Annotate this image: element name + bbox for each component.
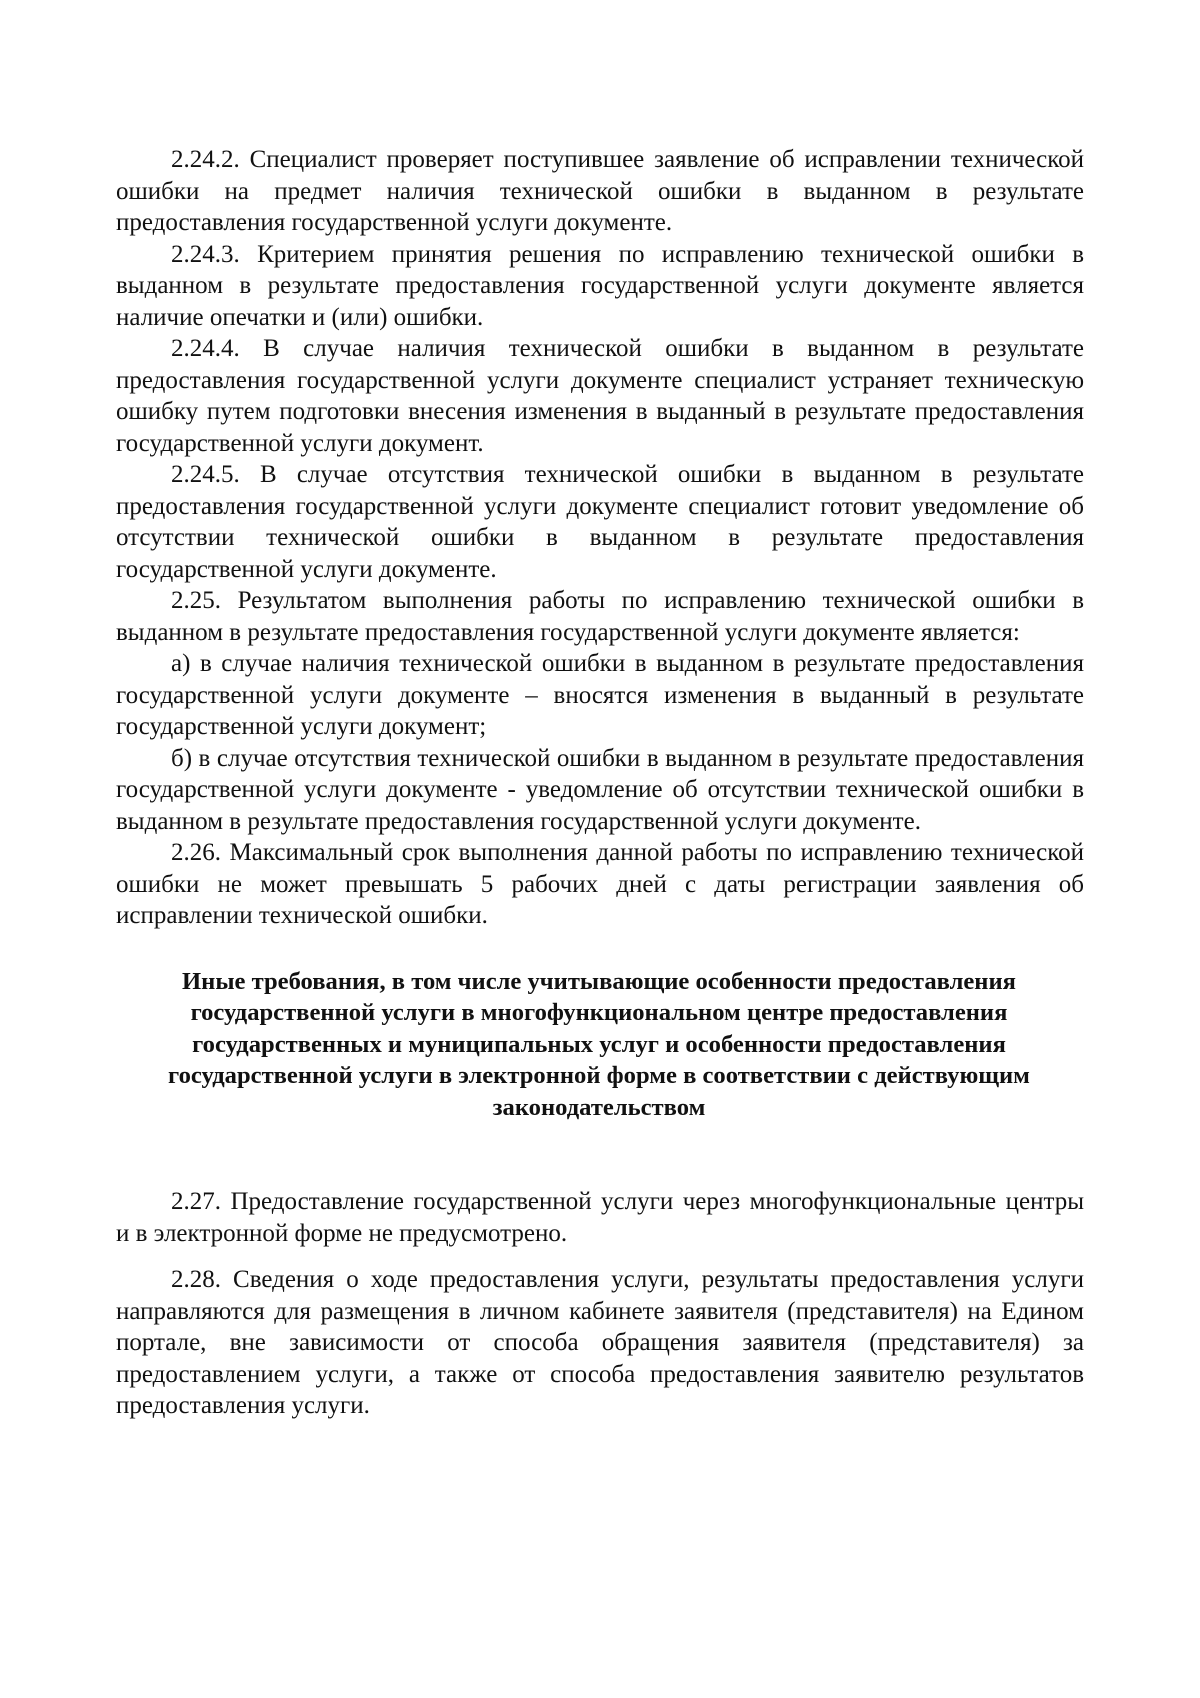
document-body: [116, 144, 1084, 1422]
paragraph-2-26: 2.26. Максимальный срок выполнения данной работы по исправлению технической ошибки не может превышать 5 рабочих дней с даты регистрации заявления об исправлении технической ошибки.: [116, 839, 1084, 929]
section-heading-line: законодательством: [492, 1093, 706, 1121]
section-heading-line: государственной услуги в электронной форме в соответствии с действующим: [168, 1062, 1030, 1089]
paragraph-2-25-a: а) в случае наличия технической ошибки в выданном в результате предоставления государственной услуги документе – вносятся изменения в выданный в результате государственной услуги документ;: [116, 650, 1084, 740]
paragraph-2-25-b: б) в случае отсутствия технической ошибки в выданном в результате предоставления государственной услуги документе - уведомление об отсутствии технической ошибки в выданном в результате предоставления государственной услуги документе.: [116, 744, 1084, 835]
paragraph-2-25: 2.25. Результатом выполнения работы по исправлению технической ошибки в выданном в результате предоставления государственной услуги документе является:: [116, 587, 1084, 646]
section-heading: [116, 966, 1084, 1124]
spacer: [116, 1123, 1084, 1186]
paragraph-2-24-2: 2.24.2. Специалист проверяет поступившее заявление об исправлении технической ошибки на предмет наличия технической ошибки в выданном в результате предоставления государственной услуги документе.: [116, 146, 1084, 236]
paragraph-2-24-3: 2.24.3. Критерием принятия решения по исправлению технической ошибки в выданном в результате предоставления государственной услуги документе является наличие опечатки и (или) ошибки.: [116, 240, 1084, 331]
paragraph-2-28: 2.28. Сведения о ходе предоставления услуги, результаты предоставления услуги направляются для размещения в личном кабинете заявителя (представителя) на Едином портале, вне зависимости от способа обращения заявителя (представителя) за предоставлением услуги, а также от способа предоставления заявителю результатов предоставления услуги.: [116, 1266, 1084, 1419]
section-heading-line: Иные требования, в том числе учитывающие особенности предоставления: [182, 967, 1016, 995]
paragraph-2-24-5: 2.24.5. В случае отсутствия технической ошибки в выданном в результате предоставления государственной услуги документе специалист готовит уведомление об отсутствии технической ошибки в выданном в результате предоставления государственной услуги документе.: [116, 461, 1084, 583]
section-heading-line: государственной услуги в многофункциональном центре предоставления: [190, 999, 1008, 1026]
section-heading-line: государственных и муниципальных услуг и особенности предоставления: [192, 1030, 1006, 1058]
spacer: [116, 1249, 1084, 1264]
paragraph-2-27: 2.27. Предоставление государственной услуги через многофункциональные центры и в электронной форме не предусмотрено.: [116, 1188, 1084, 1247]
paragraph-2-24-4: 2.24.4. В случае наличия технической ошибки в выданном в результате предоставления государственной услуги документе специалист устраняет техническую ошибку путем подготовки внесения изменения в выданный в результате предоставления государственной услуги документ.: [116, 335, 1084, 457]
